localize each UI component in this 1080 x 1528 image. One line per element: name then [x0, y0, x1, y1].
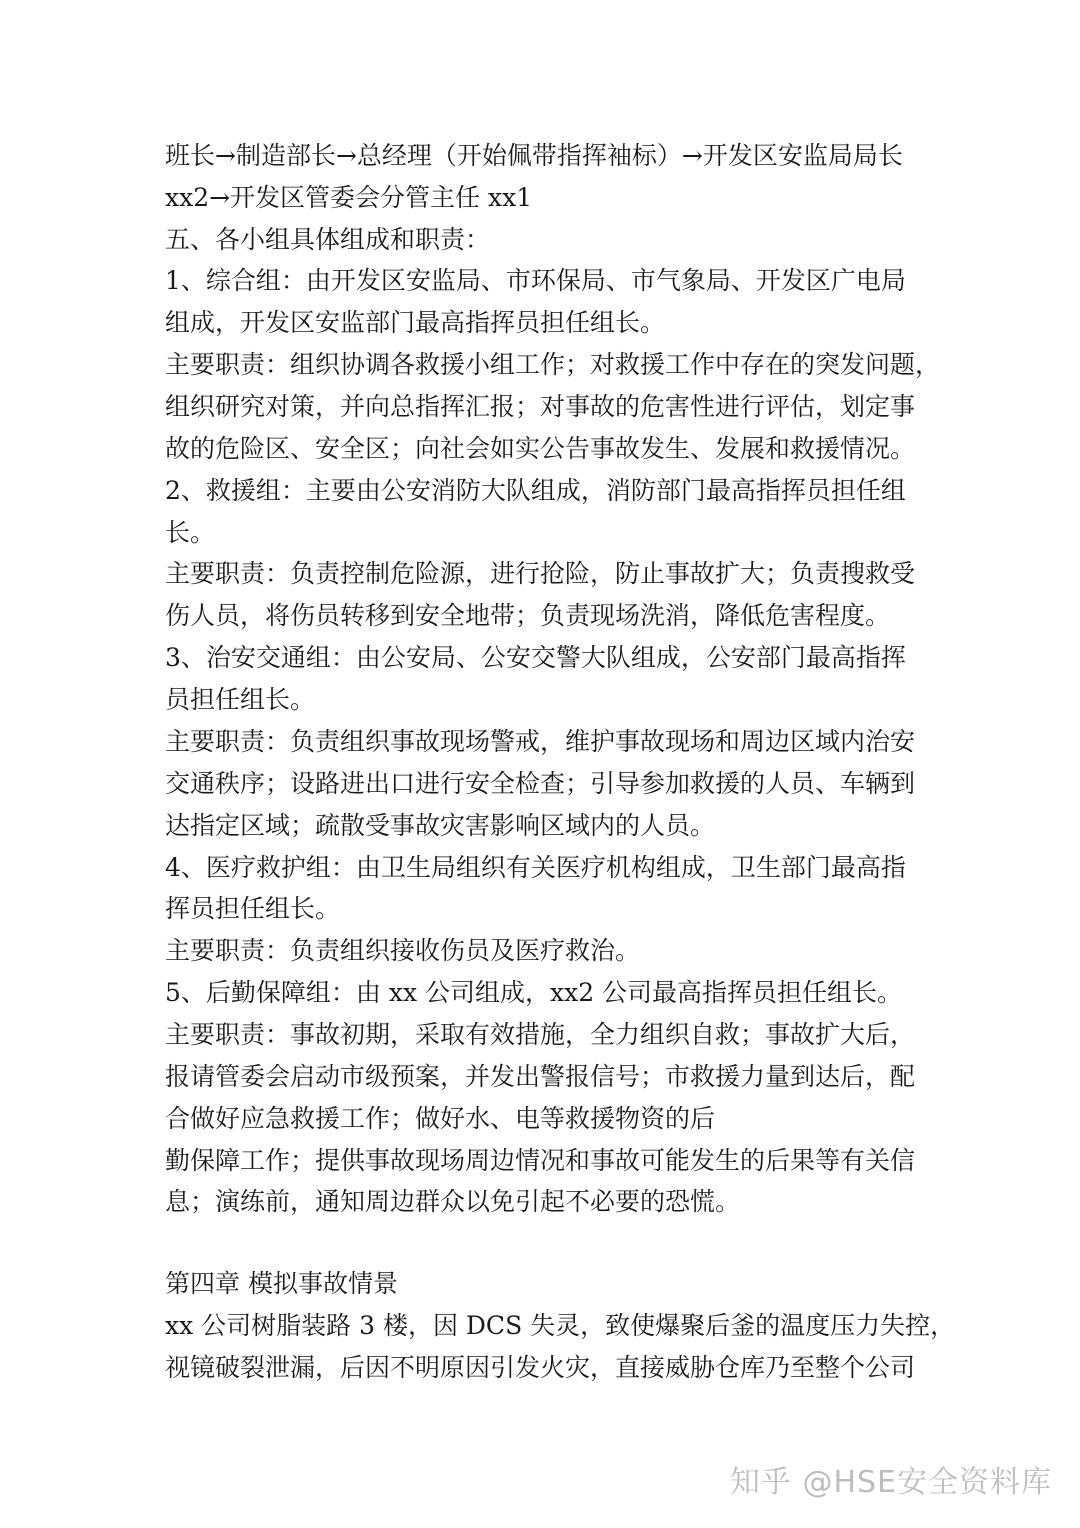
text-line: 5、后勤保障组：由 xx 公司组成，xx2 公司最高指挥员担任组长。 [165, 978, 903, 1007]
text-line: 组成，开发区安监部门最高指挥员担任组长。 [165, 308, 666, 337]
text-line: 主要职责：组织协调各救援小组工作；对救援工作中存在的突发问题， [165, 350, 941, 379]
chapter-title: 第四章 模拟事故情景 [165, 1269, 398, 1298]
text-line: 主要职责：负责组织接收伤员及医疗救治。 [165, 936, 641, 965]
text-line: 挥员担任组长。 [165, 894, 341, 923]
text-line: 4、医疗救护组：由卫生局组织有关医疗机构组成，卫生部门最高指 [165, 853, 906, 882]
text-line: 班长→制造部长→总经理（开始佩带指挥袖标）→开发区安监局局长 [165, 141, 903, 170]
section-heading: 五、各小组具体组成和职责： [165, 225, 491, 254]
text-line: 息；演练前，通知周边群众以免引起不必要的恐慌。 [165, 1187, 741, 1216]
text-line: 主要职责：负责控制危险源，进行抢险，防止事故扩大；负责搜救受 [165, 559, 916, 588]
text-line: 勤保障工作；提供事故现场周边情况和事故可能发生的后果等有关信 [165, 1146, 916, 1175]
text-line: 员担任组长。 [165, 685, 316, 714]
text-line: 2、救援组：主要由公安消防大队组成，消防部门最高指挥员担任组 [165, 476, 906, 505]
text-line: xx 公司树脂装路 3 楼，因 DCS 失灵，致使爆聚后釜的温度压力失控， [165, 1311, 956, 1340]
text-line: 长。 [165, 518, 216, 547]
text-line: 3、治安交通组：由公安局、公安交警大队组成，公安部门最高指挥 [165, 643, 906, 672]
text-line: 达指定区域；疏散受事故灾害影响区域内的人员。 [165, 811, 716, 840]
text-line: 伤人员，将伤员转移到安全地带；负责现场洗消，降低危害程度。 [165, 601, 891, 630]
watermark: 知乎 @HSE安全资料库 [729, 1465, 1052, 1500]
text-line: xx2→开发区管委会分管主任 xx1 [165, 183, 533, 212]
text-line: 视镜破裂泄漏，后因不明原因引发火灾，直接威胁仓库乃至整个公司 [165, 1353, 916, 1382]
text-line: 组织研究对策，并向总指挥汇报；对事故的危害性进行评估，划定事 [165, 392, 916, 421]
text-line: 主要职责：事故初期，采取有效措施，全力组织自救；事故扩大后， [165, 1020, 916, 1049]
text-line: 报请管委会启动市级预案，并发出警报信号；市救援力量到达后，配 [165, 1062, 916, 1091]
text-line: 合做好应急救援工作；做好水、电等救援物资的后 [165, 1104, 716, 1133]
text-line: 交通秩序；设路进出口进行安全检查；引导参加救援的人员、车辆到 [165, 769, 916, 798]
text-line: 主要职责：负责组织事故现场警戒，维护事故现场和周边区域内治安 [165, 727, 916, 756]
text-line: 故的危险区、安全区；向社会如实公告事故发生、发展和救援情况。 [165, 434, 916, 463]
text-line: 1、综合组：由开发区安监局、市环保局、市气象局、开发区广电局 [165, 266, 906, 295]
